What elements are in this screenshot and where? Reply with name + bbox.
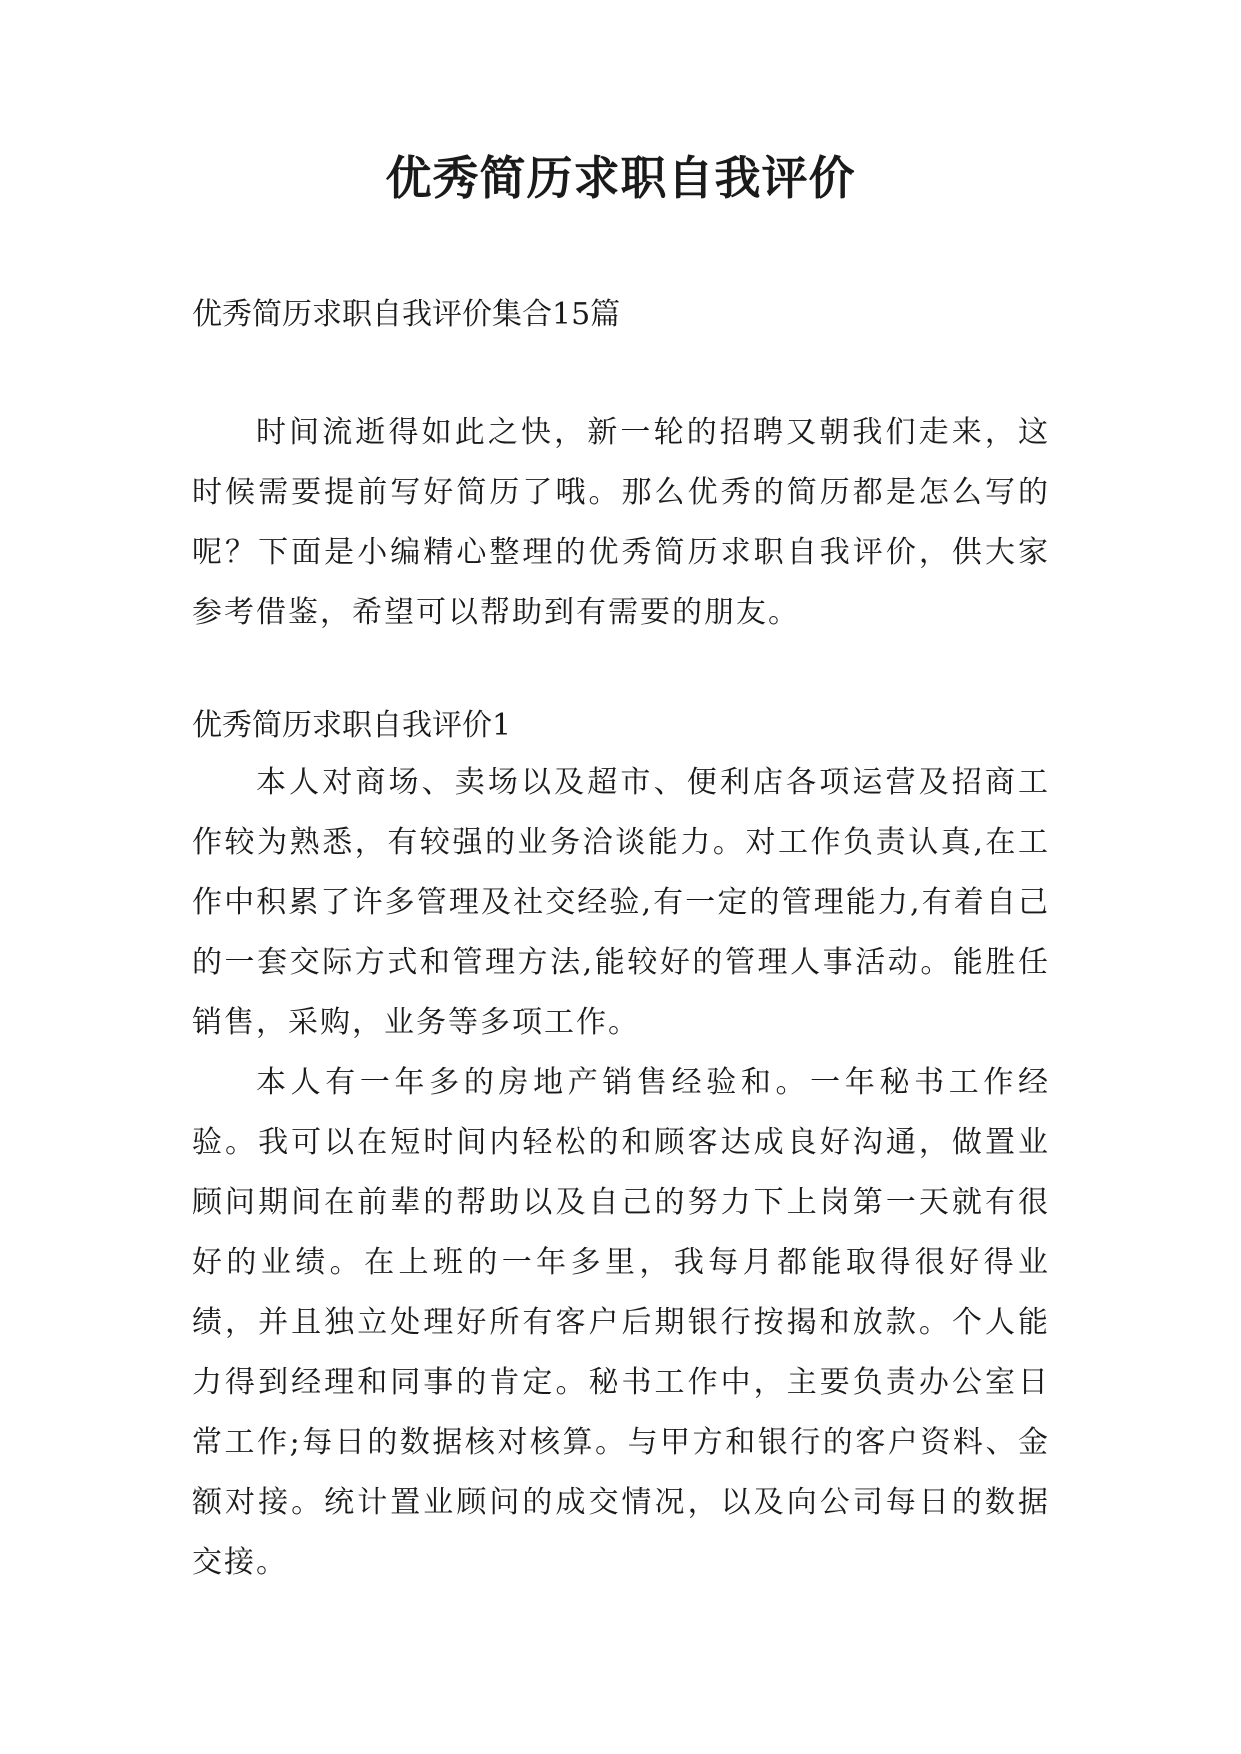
document-subtitle: 优秀简历求职自我评价集合15篇 [192, 297, 621, 332]
section-paragraph-1: 本人对商场、卖场以及超市、便利店各项运营及招商工作较为熟悉，有较强的业务洽谈能力。对工作负责认真,在工作中积累了许多管理及社交经验,有一定的管理能力,有着自己的一套交际方式和管理方法,能较好的管理人事活动。能胜任销售，采购，业务等多项工作。 [192, 765, 1050, 1040]
intro-paragraph: 时间流逝得如此之快，新一轮的招聘又朝我们走来，这时候需要提前写好简历了哦。那么优秀的简历都是怎么写的呢？下面是小编精心整理的优秀简历求职自我评价，供大家参考借鉴，希望可以帮助到有需要的朋友。 [192, 415, 1050, 630]
document-title: 优秀简历求职自我评价 [385, 151, 856, 205]
section-paragraph-2: 本人有一年多的房地产销售经验和。一年秘书工作经验。我可以在短时间内轻松的和顾客达成良好沟通，做置业顾问期间在前辈的帮助以及自己的努力下上岗第一天就有很好的业绩。在上班的一年多里，我每月都能取得很好得业绩，并且独立处理好所有客户后期银行按揭和放款。个人能力得到经理和同事的肯定。秘书工作中，主要负责办公室日常工作;每日的数据核对核算。与甲方和银行的客户资料、金额对接。统计置业顾问的成交情况，以及向公司每日的数据交接。 [192, 1065, 1050, 1580]
section-heading: 优秀简历求职自我评价1 [192, 708, 512, 743]
